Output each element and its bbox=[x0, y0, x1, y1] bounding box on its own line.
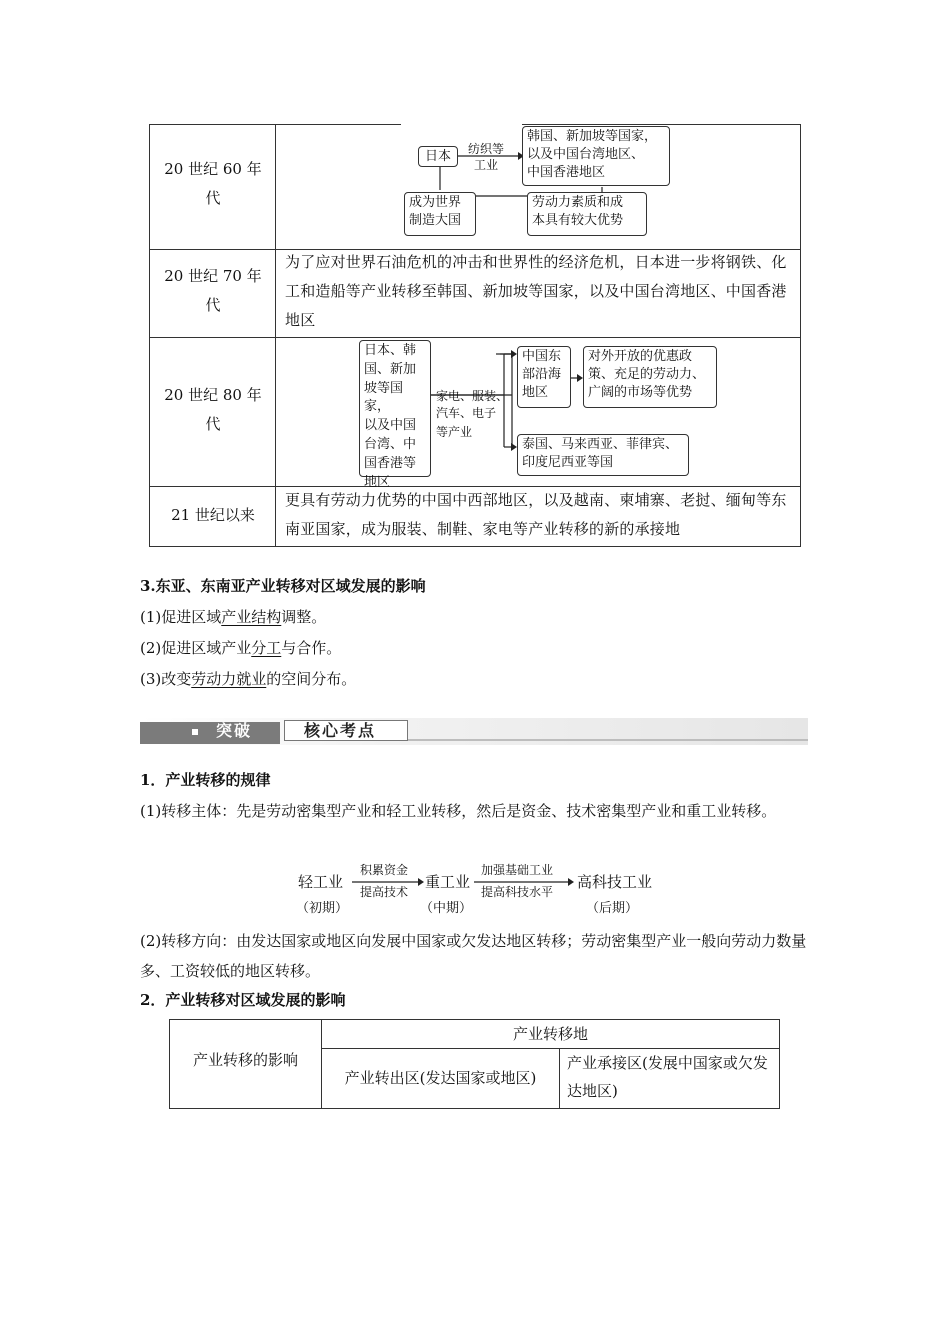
text-21st-century: 更具有劳动力优势的中国中西部地区，以及越南、柬埔寨、老挝、缅甸等东南亚国家，成为服装、制鞋、家电等产业转移的新的承接地 bbox=[285, 491, 787, 538]
reason-box-1980s: 对外开放的优惠政 策、充足的劳动力、 广阔的市场等优势 bbox=[583, 346, 717, 408]
destination-box-1960s: 韩国、新加坡等国家， 以及中国台湾地区、 中国香港地区 bbox=[522, 126, 670, 186]
core-title-2: 2．产业转移对区域发展的影响 bbox=[140, 991, 346, 1009]
impact-table-row-header: 产业转移的影响 bbox=[192, 1051, 298, 1069]
section-header-right-label: 核心考点 bbox=[304, 721, 377, 740]
arrow-label-textile: 纺织等 工业 bbox=[468, 142, 505, 172]
section-header-tab-dark bbox=[140, 722, 280, 744]
impact-table-col-receiver: 产业承接区(发展中国家或欠发达地区) bbox=[567, 1054, 768, 1100]
destination-box-coastal-china: 中国东 部沿海 地区 bbox=[517, 346, 571, 408]
section-header-left-label: 突破 bbox=[216, 721, 253, 740]
source-box-1980s: 日本、韩 国、新加 坡等国家， 以及中国 台湾、中 国香港等 地区 bbox=[359, 340, 431, 477]
era-21st-century: 21 世纪以来 bbox=[171, 506, 255, 524]
section3-item-1: (1)促进区域产业结构调整。 bbox=[140, 608, 327, 626]
destination-box-southeast-asia: 泰国、马来西亚、菲律宾、 印度尼西亚等国 bbox=[517, 434, 689, 476]
flow-stage-high-tech: 高科技工业 bbox=[577, 873, 653, 891]
flow-arrow2-top-label: 加强基础工业 bbox=[481, 863, 554, 877]
result-box-1960s: 成为世界 制造大国 bbox=[404, 192, 476, 236]
core-paragraph-2: (2)转移方向：由发达国家或地区向发展中国家或欠发达地区转移；劳动密集型产业一般向劳动力数量多、工资较低的地区转移。 bbox=[140, 932, 807, 980]
bullet-square-icon bbox=[192, 729, 198, 735]
text-1970s: 为了应对世界石油危机的冲击和世界性的经济危机，日本进一步将钢铁、化工和造船等产业转移至韩国、新加坡等国家，以及中国台湾地区、中国香港地区 bbox=[285, 253, 787, 329]
flow-period-late: （后期） bbox=[586, 901, 639, 916]
industry-label-1980s: 家电、服装、 汽车、电子 等产业 bbox=[436, 389, 509, 439]
flow-stage-heavy-industry: 重工业 bbox=[425, 873, 471, 891]
japan-box: 日本 bbox=[418, 146, 458, 167]
section3-item-3: (3)改变劳动力就业的空间分布。 bbox=[140, 670, 357, 688]
flow-arrows bbox=[350, 876, 580, 888]
flow-period-middle: （中期） bbox=[420, 901, 473, 916]
flow-stage-light-industry: 轻工业 bbox=[298, 873, 344, 891]
section3-item-2: (2)促进区域产业分工与合作。 bbox=[140, 639, 342, 657]
core-title-1: 1．产业转移的规律 bbox=[140, 771, 271, 789]
flow-arrow1-top-label: 积累资金 bbox=[360, 863, 409, 877]
flow-arrow1-bottom-label: 提高技术 bbox=[360, 885, 409, 899]
era-1960s: 20 世纪 60 年 代 bbox=[164, 160, 262, 207]
section3-title: 3.东亚、东南亚产业转移对区域发展的影响 bbox=[140, 577, 426, 595]
era-1980s: 20 世纪 80 年 代 bbox=[164, 386, 262, 433]
advantage-box-1960s: 劳动力素质和成 本具有较大优势 bbox=[527, 192, 647, 236]
core-paragraph-1: (1)转移主体：先是劳动密集型产业和轻工业转移，然后是资金、技术密集型产业和重工业转移。 bbox=[140, 802, 777, 820]
impact-table-col-source: 产业转出区(发达国家或地区) bbox=[344, 1069, 537, 1087]
impact-table-column-group: 产业转移地 bbox=[512, 1025, 588, 1043]
era-1970s: 20 世纪 70 年 代 bbox=[164, 267, 262, 314]
flow-period-early: （初期） bbox=[296, 901, 349, 916]
section-header-underline bbox=[408, 739, 808, 741]
flow-arrow2-bottom-label: 提高科技水平 bbox=[481, 885, 554, 899]
